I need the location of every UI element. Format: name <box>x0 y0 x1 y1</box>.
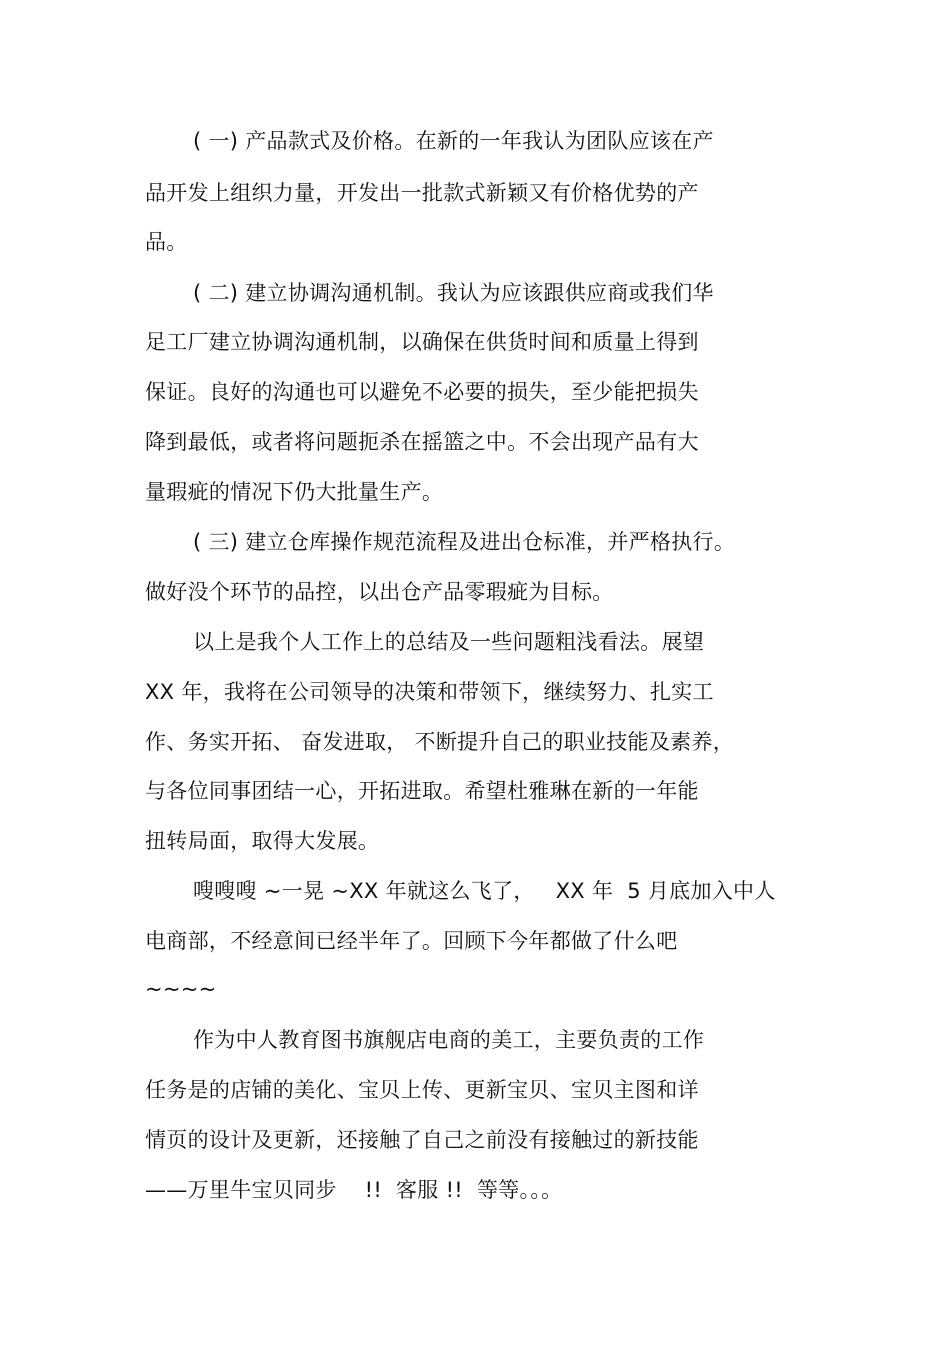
paragraph-line: 足工厂建立协调沟通机制，以确保在供货时间和质量上得到 <box>145 330 699 354</box>
paragraph-line: XX 年，我将在公司领导的决策和带领下，继续努力、扎实工 <box>145 680 714 704</box>
paragraph-line: 电商部，不经意间已经半年了。回顾下今年都做了什么吧 <box>145 929 678 953</box>
paragraph-line: 扭转局面，取得大发展。 <box>145 829 380 853</box>
paragraph-line: 降到最低，或者将问题扼杀在摇篮之中。不会出现产品有大 <box>145 430 699 454</box>
paragraph-line: 嗖嗖嗖 ~一晃 ~XX 年就这么飞了， XX 年 5 月底加入中人 <box>193 879 776 903</box>
paragraph-line: 品。 <box>145 230 188 254</box>
paragraph-line: 品开发上组织力量，开发出一批款式新颖又有价格优势的产 <box>145 181 699 205</box>
paragraph-line: 作为中人教育图书旗舰店电商的美工，主要负责的工作 <box>193 1028 705 1052</box>
paragraph-line: 情页的设计及更新，还接触了自己之前没有接触过的新技能 <box>145 1128 699 1152</box>
paragraph-line: 做好没个环节的品控，以出仓产品零瑕疵为目标。 <box>145 580 614 604</box>
paragraph-line: 量瑕疵的情况下仍大批量生产。 <box>145 480 444 504</box>
paragraph-line: ( 一) 产品款式及价格。在新的一年我认为团队应该在产 <box>193 129 714 153</box>
paragraph-line: ( 三) 建立仓库操作规范流程及进出仓标准，并严格执行。 <box>193 530 736 554</box>
paragraph-line: 与各位同事团结一心，开拓进取。希望杜雅琳在新的一年能 <box>145 779 699 803</box>
paragraph-line: 作、务实开拓、 奋发进取， 不断提升自己的职业技能及素养， <box>145 730 735 754</box>
paragraph-line: 以上是我个人工作上的总结及一些问题粗浅看法。展望 <box>193 630 705 654</box>
paragraph-line: ( 二) 建立协调沟通机制。我认为应该跟供应商或我们华 <box>193 281 714 305</box>
paragraph-line: ~~~~ <box>145 977 217 1001</box>
paragraph-line: 保证。良好的沟通也可以避免不必要的损失，至少能把损失 <box>145 380 699 404</box>
paragraph-line: 任务是的店铺的美化、宝贝上传、更新宝贝、宝贝主图和详 <box>145 1078 699 1102</box>
paragraph-line: ——万里牛宝贝同步 !! 客服 !! 等等。。。 <box>145 1178 563 1202</box>
